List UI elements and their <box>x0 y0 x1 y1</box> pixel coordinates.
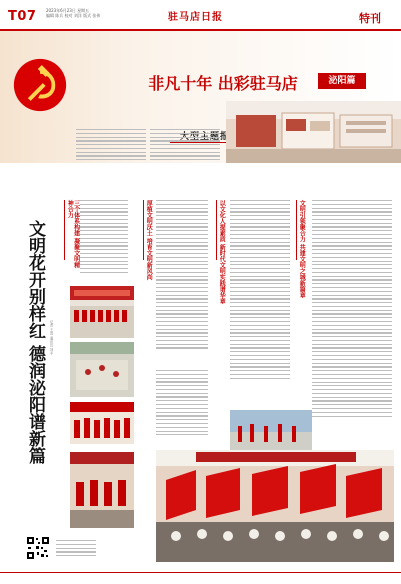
date-line <box>46 8 126 18</box>
article-column-4 <box>312 200 392 419</box>
intro-text-right <box>150 129 220 163</box>
qr-caption <box>56 540 96 559</box>
section-label: 特刊 <box>359 12 381 25</box>
exhibition-hall-photo <box>226 101 401 163</box>
article-column-2b <box>156 370 208 438</box>
section-head-3: 以文化人提素质 新时代文明实践谱华章 <box>218 200 226 305</box>
section-marker-3 <box>216 200 217 260</box>
article-column-3 <box>230 200 290 382</box>
aerial-field-photo <box>70 342 134 397</box>
street-parade-photo <box>230 410 312 455</box>
section-head-2: 厚植文明沃土 培育文明新风尚 <box>145 200 153 281</box>
award-ceremony-photo <box>70 286 134 338</box>
qr-code-icon <box>26 536 50 560</box>
section-marker <box>64 200 65 260</box>
hammer-sickle-emblem-icon <box>12 57 68 113</box>
feature-main-title: 文明花开别样红 德润泌阳谱新篇 <box>25 220 45 464</box>
volunteer-group-photo <box>70 402 134 444</box>
page-number: T07 <box>8 9 37 24</box>
district-tag: 泌阳篇 <box>318 73 366 89</box>
section-marker-2 <box>143 200 144 260</box>
banner-headline: 非凡十年 出彩驻马店 <box>148 74 298 93</box>
flag-rally-photo <box>156 450 394 562</box>
issue-date: 2023年6月23日 星期五 <box>46 8 90 13</box>
article-column-1 <box>80 200 128 276</box>
section-head-1: 三个体系构建 凝聚文明精神合力 <box>66 200 80 269</box>
section-head-4: 文明引领聚合力 共建文明之城新篇章 <box>298 200 306 299</box>
article-column-2 <box>156 200 208 351</box>
editor-credits: 编辑 陈兵 校对 刘洋 版式 张伟 <box>46 13 101 18</box>
feature-byline: 记者 王清 通讯员 刘丰 <box>50 320 54 355</box>
intro-text-left <box>76 129 146 163</box>
community-event-photo <box>70 452 134 528</box>
section-marker-4 <box>296 200 297 260</box>
newspaper-logo: 驻马店日报 <box>168 12 223 23</box>
footer-rule <box>0 572 401 573</box>
theme-banner <box>0 31 401 163</box>
